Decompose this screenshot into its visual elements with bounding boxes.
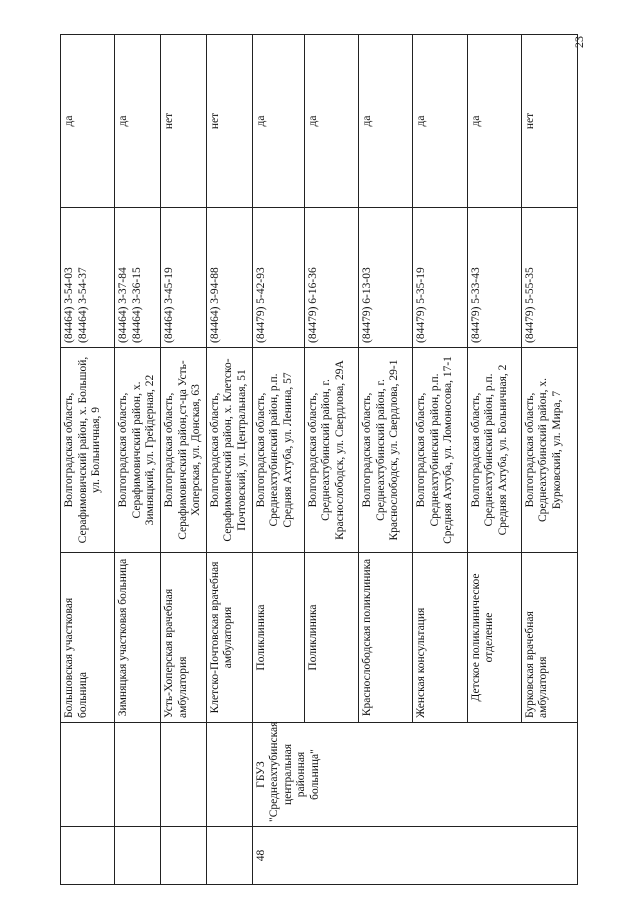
unit-cell: Женская консультация [413,553,467,723]
availability-cell: нет [161,35,207,208]
address-cell: Волгоградская область, Среднеахтубинский район, г. Краснослободск, ул. Свердлова, 29А [304,348,358,553]
unit-cell: Поликлиника [304,553,358,723]
address-cell: Волгоградская область, Среднеахтубинский район, г. Краснослободск, ул. Свердлова, 29-1 [359,348,413,553]
institution-cell [61,723,115,827]
address-cell: Волгоградская область, Серафимовичский район, х. Зимняцкий, ул. Грейдерная, 22 [115,348,161,553]
medical-institutions-table [60,34,578,885]
phone-cell: (84479) 6-16-36 [304,208,358,348]
unit-cell: Детское поликлиническое отделение [467,553,521,723]
address-cell: Волгоградская область, Серафимовичский район, х. Клетско-Почтовский, ул. Центральная, 51 [206,348,252,553]
unit-cell: Поликлиника [252,553,304,723]
phone-cell: (84464) 3-94-88 [206,208,252,348]
row-number-cell [61,827,115,885]
page-number: 23 [572,36,586,48]
address-cell: Волгоградская область, Среднеахтубинский район, х. Бурковский, ул. Мира, 7 [521,348,577,553]
availability-cell: да [61,35,115,208]
unit-cell: Краснослободская поликлиника [359,553,413,723]
phone-cell: (84479) 5-33-43 [467,208,521,348]
availability-cell: да [252,35,304,208]
rotated-table-container [60,35,578,885]
phone-cell: (84479) 5-35-19 [413,208,467,348]
availability-cell: да [467,35,521,208]
phone-cell: (84464) 3-45-19 [161,208,207,348]
institution-cell [206,723,252,827]
availability-cell: нет [521,35,577,208]
table-row [206,35,252,885]
address-cell: Волгоградская область, Серафимовичский район, х. Большой, ул. Больничная, 9 [61,348,115,553]
availability-cell: нет [206,35,252,208]
phone-cell: (84479) 6-13-03 [359,208,413,348]
unit-cell: Клетско-Почтовская врачебная амбулатория [206,553,252,723]
unit-cell: Усть-Хоперская врачебная амбулатория [161,553,207,723]
row-number-cell [161,827,207,885]
address-cell: Волгоградская область, Среднеахтубинский район, р.п. Средняя Ахтуба, ул. Ленина, 57 [252,348,304,553]
phone-cell: (84464) 3-37-84 (84464) 3-36-15 [115,208,161,348]
table-row [161,35,207,885]
availability-cell: да [115,35,161,208]
row-number-cell [206,827,252,885]
phone-cell: (84479) 5-55-35 [521,208,577,348]
row-number-cell: 48 [252,827,577,885]
table-row [252,35,304,885]
address-cell: Волгоградская область, Среднеахтубинский район, р.п. Средняя Ахтуба, ул. Ломоносова, 17-1 [413,348,467,553]
institution-cell [115,723,161,827]
availability-cell: да [359,35,413,208]
address-cell: Волгоградская область, Среднеахтубинский район, р.п. Средняя Ахтуба, ул. Больничная, 2 [467,348,521,553]
table-row [61,35,115,885]
address-cell: Волгоградская область, Серафимовичский район,ст-ца Усть-Хоперская, ул. Донская, 63 [161,348,207,553]
phone-cell: (84479) 5-42-93 [252,208,304,348]
row-number-cell [115,827,161,885]
availability-cell: да [413,35,467,208]
unit-cell: Зимняцкая участковая больница [115,553,161,723]
phone-cell: (84464) 3-54-03 (84464) 3-54-37 [61,208,115,348]
availability-cell: да [304,35,358,208]
unit-cell: Большовская участковая больница [61,553,115,723]
institution-name-cell: ГБУЗ "Среднеахтубинская центральная районная больница" [252,723,577,827]
unit-cell: Бурковская врачебная амбулатория [521,553,577,723]
institution-cell [161,723,207,827]
table-row [115,35,161,885]
